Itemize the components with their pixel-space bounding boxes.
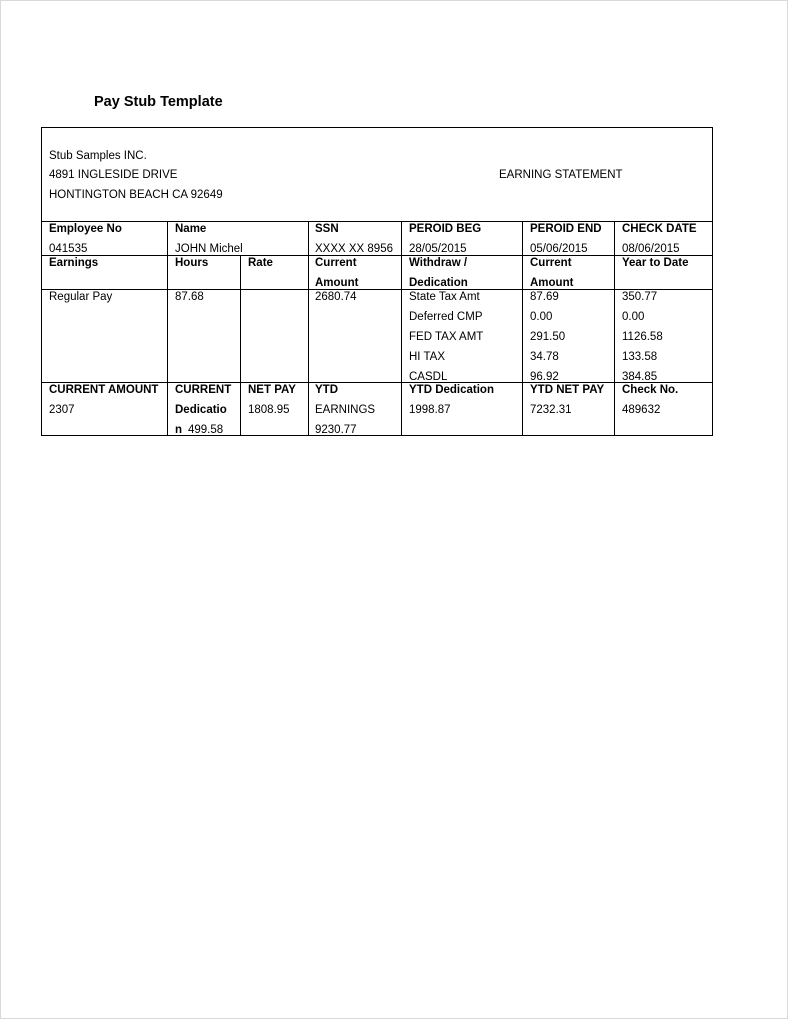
name-header: Name	[175, 223, 207, 235]
company-address-line-2: HONTINGTON BEACH CA 92649	[49, 189, 223, 201]
current-deduction-header-line-2: Amount	[530, 277, 574, 289]
earning-statement-label: EARNING STATEMENT	[499, 169, 623, 181]
deduction-current: 87.69	[530, 291, 559, 303]
hours-header: Hours	[175, 257, 209, 269]
rate-header: Rate	[248, 257, 273, 269]
ytd-earnings-value: 9230.77	[315, 424, 357, 436]
ytd-earnings-label: EARNINGS	[315, 404, 376, 416]
current-deduction-label-line-1: Dedicatio	[175, 404, 227, 416]
column-divider	[240, 255, 241, 435]
deduction-name: HI TAX	[409, 351, 445, 363]
deduction-name: FED TAX AMT	[409, 331, 484, 343]
period-end-header: PEROID END	[530, 223, 602, 235]
deduction-ytd: 1126.58	[622, 331, 663, 343]
period-beg-header: PEROID BEG	[409, 223, 482, 235]
company-name: Stub Samples INC.	[49, 150, 147, 162]
net-pay-header: NET PAY	[248, 384, 296, 396]
deduction-current: 34.78	[530, 351, 559, 363]
current-amount-summary-header: CURRENT AMOUNT	[49, 384, 159, 396]
deduction-ytd: 133.58	[622, 351, 658, 363]
period-end-value: 05/06/2015	[530, 243, 588, 255]
check-date-header: CHECK DATE	[622, 223, 697, 235]
employee-no-header: Employee No	[49, 223, 122, 235]
net-pay-value: 1808.95	[248, 404, 290, 416]
deduction-ytd: 0.00	[622, 311, 645, 323]
withdraw-header-line-1: Withdraw /	[409, 257, 468, 269]
deduction-current: 96.92	[530, 371, 559, 383]
deduction-current: 0.00	[530, 311, 553, 323]
current-deduction-label-line-2: n	[175, 424, 183, 436]
current-deduction-value: 499.58	[188, 424, 224, 436]
deduction-ytd: 384.85	[622, 371, 658, 383]
row-divider	[42, 289, 712, 290]
current-amount-summary-value: 2307	[49, 404, 75, 416]
column-divider	[308, 221, 309, 435]
column-divider	[167, 221, 168, 435]
current-deduction-summary-header: CURRENT	[175, 384, 232, 396]
page-title: Pay Stub Template	[94, 94, 223, 110]
deduction-name: CASDL	[409, 371, 448, 383]
ytd-header: YTD	[315, 384, 338, 396]
deduction-ytd: 350.77	[622, 291, 658, 303]
year-to-date-header: Year to Date	[622, 257, 689, 269]
withdraw-header-line-2: Dedication	[409, 277, 468, 289]
earning-current-amount: 2680.74	[315, 291, 357, 303]
name-value: JOHN Michel	[175, 243, 243, 255]
deduction-current: 291.50	[530, 331, 566, 343]
employee-no-value: 041535	[49, 243, 88, 255]
ssn-header: SSN	[315, 223, 339, 235]
ytd-deduction-value: 1998.87	[409, 404, 451, 416]
current-deduction-header-line-1: Current	[530, 257, 572, 269]
row-divider	[42, 221, 712, 222]
earning-label: Regular Pay	[49, 291, 113, 303]
deduction-name: Deferred CMP	[409, 311, 483, 323]
deduction-name: State Tax Amt	[409, 291, 480, 303]
period-beg-value: 28/05/2015	[409, 243, 467, 255]
ytd-net-pay-header: YTD NET PAY	[530, 384, 605, 396]
pay-stub-table	[41, 127, 713, 436]
check-no-value: 489632	[622, 404, 661, 416]
column-divider	[522, 221, 523, 435]
current-amount-header-line-2: Amount	[315, 277, 359, 289]
ytd-deduction-header: YTD Dedication	[409, 384, 494, 396]
column-divider	[401, 221, 402, 435]
check-date-value: 08/06/2015	[622, 243, 680, 255]
column-divider	[614, 221, 615, 435]
ssn-value: XXXX XX 8956	[315, 243, 393, 255]
earning-hours: 87.68	[175, 291, 204, 303]
current-amount-header-line-1: Current	[315, 257, 357, 269]
company-address-line-1: 4891 INGLESIDE DRIVE	[49, 169, 178, 181]
earnings-header: Earnings	[49, 257, 99, 269]
ytd-net-pay-value: 7232.31	[530, 404, 572, 416]
check-no-header: Check No.	[622, 384, 679, 396]
